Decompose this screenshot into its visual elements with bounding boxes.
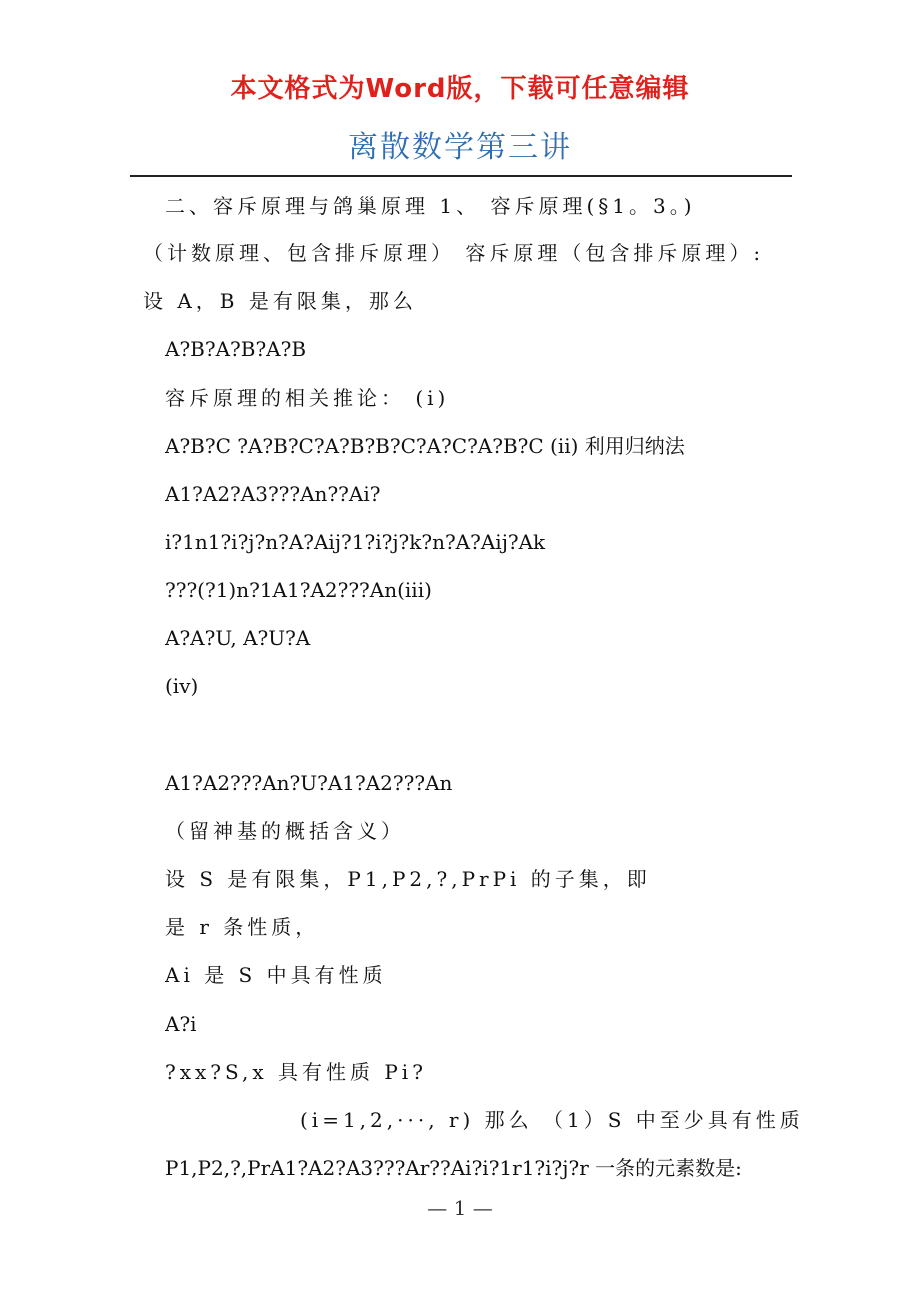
- body-line-6: A?B?C ?A?B?C?A?B?B?C?A?C?A?B?C (ii) 利用归纳法: [165, 434, 685, 458]
- body-line-18: ?xx?S,x 具有性质 Pi?: [165, 1060, 427, 1084]
- page-number: — 1 —: [427, 1196, 493, 1220]
- body-line-19: (i=1,2,···, r) 那么 （1）S 中至少具有性质: [300, 1108, 804, 1132]
- body-line-3: 设 A，B 是有限集，那么: [143, 289, 417, 313]
- body-line-10: A?A?U, A?U?A: [165, 626, 311, 650]
- body-line-17: A?i: [165, 1012, 197, 1036]
- body-line-8: i?1n1?i?j?n?A?Aij?1?i?j?k?n?A?Aij?Ak: [165, 530, 546, 554]
- body-line-7: A1?A2?A3???An??Ai?: [165, 482, 381, 506]
- body-line-13: （留神基的概括含义）: [165, 819, 405, 843]
- body-line-20: P1,P2,?,PrA1?A2?A3???Ar??Ai?i?1r1?i?j?r 一条的元素数是:: [165, 1156, 742, 1180]
- body-line-1: 二、容斥原理与鸽巢原理 1、 容斥原理(§1。3。): [165, 194, 696, 218]
- body-line-16: Ai 是 S 中具有性质: [165, 963, 387, 987]
- download-banner: 本文格式为Word版，下载可任意编辑: [230, 74, 690, 104]
- body-line-12: A1?A2???An?U?A1?A2???An: [165, 771, 453, 795]
- title-divider: [130, 175, 792, 177]
- body-line-14: 设 S 是有限集，P1,P2,?,PrPi 的子集，即: [165, 867, 651, 891]
- body-line-5: 容斥原理的相关推论： (i): [165, 386, 450, 410]
- body-line-9: ???(?1)n?1A1?A2???An(iii): [165, 578, 432, 602]
- body-line-15: 是 r 条性质，: [165, 915, 320, 939]
- body-line-4: A?B?A?B?A?B: [165, 337, 307, 361]
- page-title: 离散数学第三讲: [348, 130, 572, 165]
- body-line-2: （计数原理、包含排斥原理） 容斥原理（包含排斥原理）:: [143, 241, 765, 265]
- body-line-11: (iv): [165, 674, 199, 698]
